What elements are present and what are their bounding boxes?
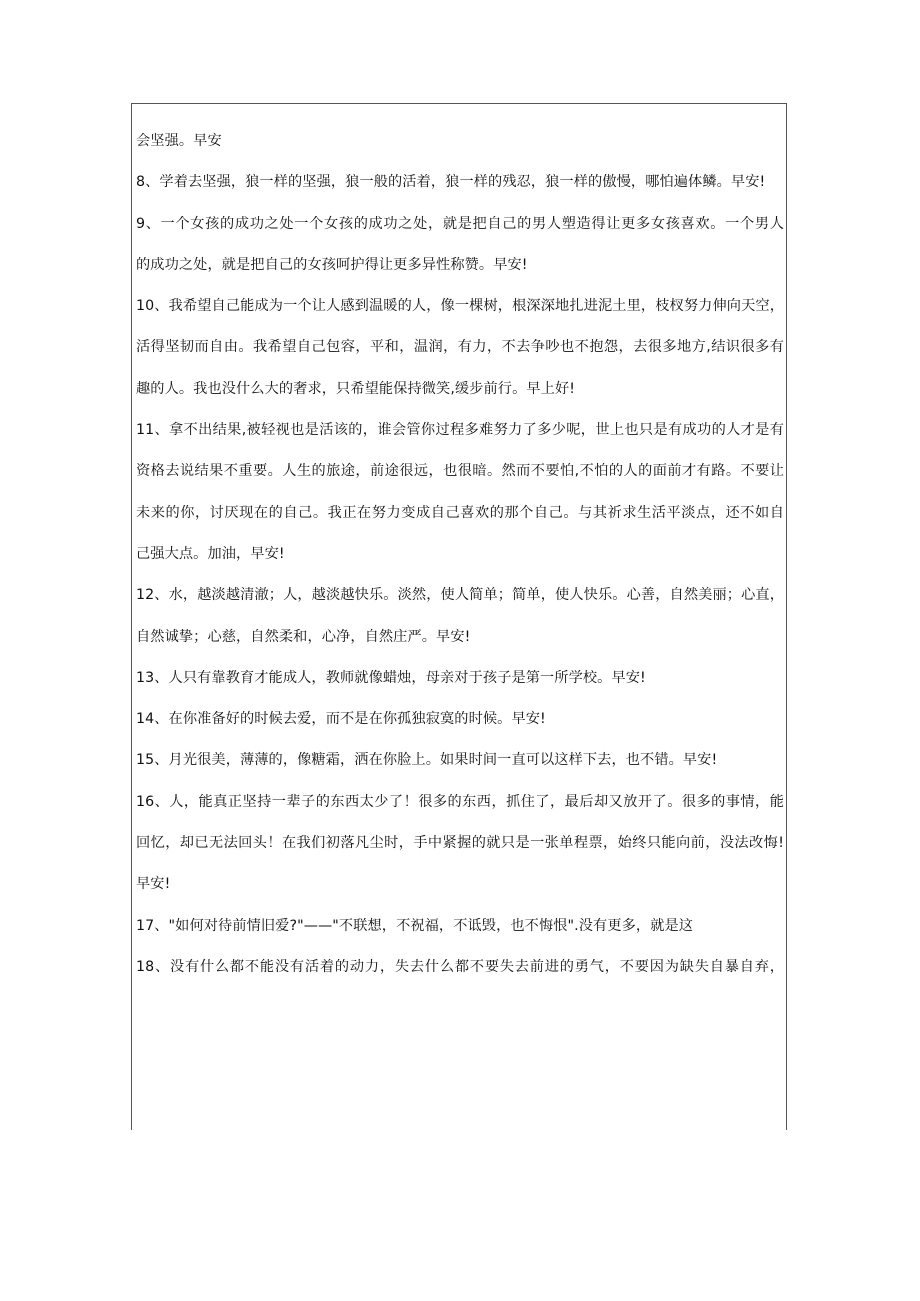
text-line: 己强大点。加油，早安! [136,545,285,562]
text-line: 12、水，越淡越清澈；人，越淡越快乐。淡然，使人简单；简单，使人快乐。心善，自然美丽；心直， [136,587,784,604]
text-line: 的成功之处，就是把自己的女孩呵护得让更多异性称赞。早安! [136,256,528,273]
text-line: 10、我希望自己能成为一个让人感到温暖的人，像一棵树，根深深地扎进泥土里，枝杈努力伸向天空， [136,298,784,315]
text-line: 16、人，能真正坚持一辈子的东西太少了！很多的东西，抓住了，最后却又放开了。很多的事情，能 [136,793,784,810]
text-line: 活得坚韧而自由。我希望自己包容，平和，温润，有力，不去争吵也不抱怨，去很多地方,结识很多有 [136,339,784,356]
text-line: 资格去说结果不重要。人生的旅途，前途很远，也很暗。然而不要怕,不怕的人的面前才有路。不要让 [136,463,784,480]
text-line: 9、一个女孩的成功之处一个女孩的成功之处，就是把自己的男人塑造得让更多女孩喜欢。一个男人 [136,215,784,232]
text-line: 会坚强。早安 [136,133,222,149]
text-line: 早安! [136,876,171,893]
text-line: 自然诚挚；心慈，自然柔和，心净，自然庄严。早安! [136,628,471,645]
text-line: 趣的人。我也没什么大的奢求，只希望能保持微笑,缓步前行。早上好! [136,380,576,397]
text-line: 未来的你，讨厌现在的自己。我正在努力变成自己喜欢的那个自己。与其祈求生活平淡点，还不如自 [136,504,784,521]
text-line: 回忆，却已无法回头！在我们初落凡尘时，手中紧握的就只是一张单程票，始终只能向前，没法改悔! [136,835,784,852]
text-line: 18、没有什么都不能没有活着的动力，失去什么都不要失去前进的勇气，不要因为缺失自暴自弃， [136,958,784,975]
text-line: 15、月光很美，薄薄的，像糖霜，洒在你脸上。如果时间一直可以这样下去，也不错。早安! [136,752,718,769]
text-line: 8、学着去坚强，狼一样的坚强，狼一般的活着，狼一样的残忍，狼一样的傲慢，哪怕遍体鳞。早安! [136,174,766,191]
text-line: 13、人只有靠教育才能成人，教师就像蜡烛，母亲对于孩子是第一所学校。早安! [136,669,646,686]
document-body [136,121,784,988]
text-line: 17、"如何对待前情旧爱?"——"不联想，不祝福，不诋毁，也不悔恨".没有更多，就是这 [136,917,694,934]
text-line: 14、在你准备好的时候去爱，而不是在你孤独寂寞的时候。早安! [136,711,546,728]
text-line: 11、拿不出结果,被轻视也是活该的，谁会管你过程多难努力了多少呢，世上也只是有成功的人才是有 [136,422,784,439]
